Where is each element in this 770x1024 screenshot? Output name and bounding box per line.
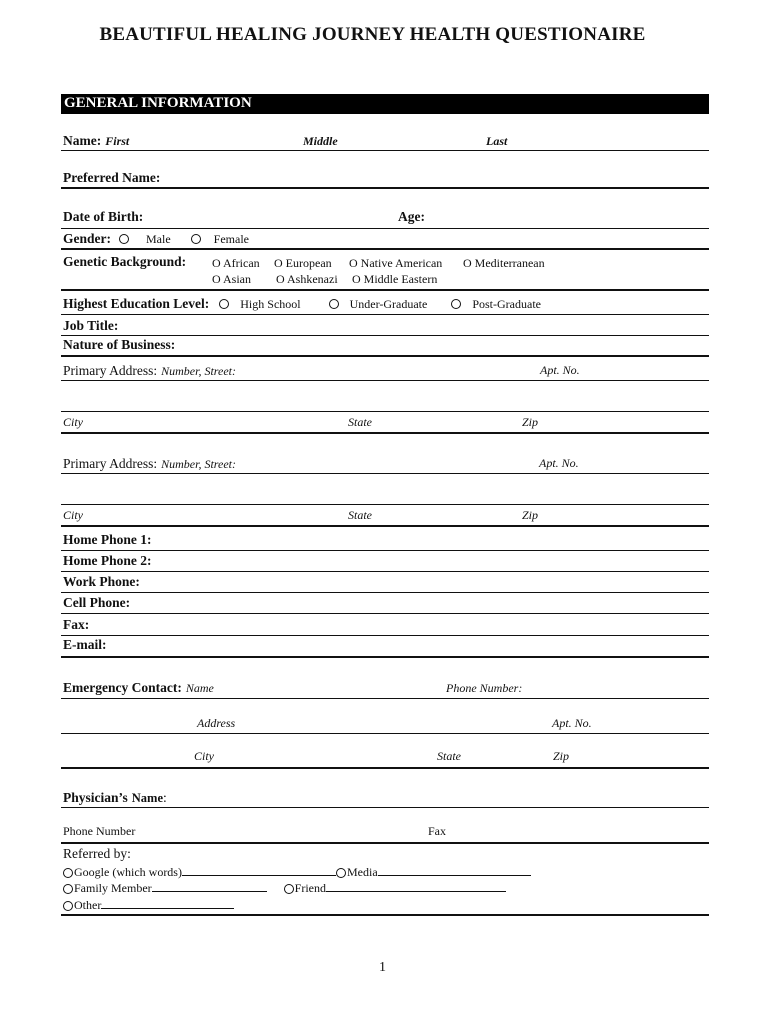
physician-label: Physician’s	[63, 790, 128, 805]
referred-media-label: Media	[346, 865, 378, 879]
referred-family-field[interactable]	[152, 880, 267, 892]
education-postgrad-label: Post-Graduate	[472, 297, 541, 311]
referred-family-row	[63, 880, 506, 896]
referred-label: Referred by:	[63, 846, 131, 861]
referred-friend-label: Friend	[294, 881, 326, 895]
last-name-label: Last	[486, 134, 508, 148]
physician-row	[63, 789, 167, 807]
referred-media-radio[interactable]	[336, 868, 346, 878]
referred-friend-field[interactable]	[326, 880, 506, 892]
education-high-school-label: High School	[240, 297, 301, 311]
page-number: 1	[379, 960, 386, 975]
emergency-address-label: Address	[197, 716, 236, 730]
referred-google-row	[63, 864, 531, 880]
genetic-divider	[61, 289, 709, 291]
address2-row	[63, 455, 236, 473]
address1-apt-label: Apt. No.	[540, 363, 580, 377]
address2-city-label: City	[63, 508, 83, 522]
genetic-label: Genetic Background:	[63, 254, 187, 269]
address1-extra-line[interactable]	[61, 411, 709, 412]
work-phone-field-line[interactable]	[61, 592, 709, 593]
address1-label: Primary Address:	[63, 363, 158, 378]
address1-row	[63, 362, 236, 380]
referred-other-label: Other	[74, 898, 102, 912]
genetic-ashkenazi-option[interactable]: O Ashkenazi	[276, 272, 338, 286]
education-high-school-radio[interactable]	[219, 299, 229, 309]
emergency-state-label: State	[437, 749, 461, 763]
physician-phone-field-line[interactable]	[61, 842, 709, 844]
page-title: BEAUTIFUL HEALING JOURNEY HEALTH QUESTIONAIRE	[99, 24, 646, 45]
education-label: Highest Education Level:	[63, 296, 210, 311]
age-label: Age:	[398, 209, 425, 224]
physician-name-label: Name	[131, 791, 164, 805]
genetic-native-american-option[interactable]: O Native American	[349, 256, 443, 270]
genetic-mediterranean-option[interactable]: O Mediterranean	[463, 256, 545, 270]
emergency-phone-label: Phone Number:	[446, 681, 523, 695]
name-row	[63, 132, 129, 150]
education-postgrad-radio[interactable]	[451, 299, 461, 309]
first-name-label: First	[105, 134, 130, 148]
email-label: E-mail:	[63, 637, 107, 652]
referred-bottom-divider	[61, 914, 709, 916]
address1-city-field-line[interactable]	[61, 432, 709, 434]
address2-state-label: State	[348, 508, 372, 522]
gender-divider	[61, 248, 709, 250]
home-phone-1-label: Home Phone 1:	[63, 532, 152, 547]
address1-state-label: State	[348, 415, 372, 429]
referred-google-field[interactable]	[182, 864, 336, 876]
genetic-european-option[interactable]: O European	[274, 256, 332, 270]
job-title-label: Job Title:	[63, 318, 119, 333]
gender-row	[63, 230, 249, 248]
education-divider	[61, 314, 709, 315]
address1-street-field-line[interactable]	[61, 380, 709, 381]
physician-name-field-line[interactable]	[61, 807, 709, 808]
nature-business-field-line[interactable]	[61, 355, 709, 357]
address2-extra-line[interactable]	[61, 504, 709, 505]
email-field-line[interactable]	[61, 656, 709, 658]
physician-colon: :	[163, 790, 167, 805]
gender-male-radio[interactable]	[119, 234, 129, 244]
referred-google-radio[interactable]	[63, 868, 73, 878]
dob-label: Date of Birth:	[63, 209, 144, 224]
address2-street-field-line[interactable]	[61, 473, 709, 474]
emergency-name-label: Name	[185, 681, 214, 695]
referred-media-field[interactable]	[378, 864, 531, 876]
referred-family-label: Family Member	[74, 881, 152, 895]
referred-other-row	[63, 897, 234, 913]
address2-apt-label: Apt. No.	[539, 456, 579, 470]
fax-field-line[interactable]	[61, 635, 709, 636]
referred-google-label: Google (which words)	[74, 865, 182, 879]
genetic-african-option[interactable]: O African	[212, 256, 260, 270]
preferred-name-field-line[interactable]	[61, 187, 709, 189]
address2-city-field-line[interactable]	[61, 525, 709, 527]
address1-city-label: City	[63, 415, 83, 429]
address1-zip-label: Zip	[522, 415, 539, 429]
name-field-line[interactable]	[61, 150, 709, 151]
physician-phone-label: Phone Number	[63, 824, 136, 838]
physician-fax-label: Fax	[428, 824, 446, 838]
cell-phone-label: Cell Phone:	[63, 595, 131, 610]
emergency-apt-label: Apt. No.	[552, 716, 592, 730]
genetic-asian-option[interactable]: O Asian	[212, 272, 251, 286]
referred-family-radio[interactable]	[63, 884, 73, 894]
address2-zip-label: Zip	[522, 508, 539, 522]
dob-field-line[interactable]	[61, 228, 709, 229]
home-phone-1-field-line[interactable]	[61, 550, 709, 551]
emergency-zip-label: Zip	[553, 749, 570, 763]
cell-phone-field-line[interactable]	[61, 613, 709, 614]
address2-street-label: Number, Street:	[161, 457, 237, 471]
gender-female-radio[interactable]	[191, 234, 201, 244]
preferred-name-label: Preferred Name:	[63, 170, 161, 185]
gender-female-label: Female	[213, 232, 249, 246]
emergency-city-label: City	[194, 749, 214, 763]
home-phone-2-field-line[interactable]	[61, 571, 709, 572]
address1-street-label: Number, Street:	[161, 364, 237, 378]
emergency-address-field-line[interactable]	[61, 733, 709, 734]
emergency-label: Emergency Contact:	[63, 680, 182, 695]
referred-friend-radio[interactable]	[284, 884, 294, 894]
emergency-name-field-line[interactable]	[61, 698, 709, 699]
gender-label: Gender:	[63, 231, 111, 246]
education-undergrad-radio[interactable]	[329, 299, 339, 309]
gender-male-label: Male	[146, 232, 171, 246]
emergency-city-field-line[interactable]	[61, 767, 709, 769]
section-header-label: GENERAL INFORMATION	[64, 95, 252, 111]
middle-name-label: Middle	[303, 134, 338, 148]
job-title-field-line[interactable]	[61, 335, 709, 336]
home-phone-2-label: Home Phone 2:	[63, 553, 152, 568]
name-label: Name:	[63, 133, 102, 148]
work-phone-label: Work Phone:	[63, 574, 140, 589]
address2-label: Primary Address:	[63, 456, 158, 471]
nature-business-label: Nature of Business:	[63, 337, 176, 352]
referred-other-radio[interactable]	[63, 901, 73, 911]
referred-other-field[interactable]	[101, 897, 234, 909]
emergency-row	[63, 679, 214, 697]
education-row	[63, 295, 541, 313]
education-undergrad-label: Under-Graduate	[349, 297, 428, 311]
genetic-middle-eastern-option[interactable]: O Middle Eastern	[352, 272, 438, 286]
fax-label: Fax:	[63, 617, 90, 632]
section-header-general	[61, 94, 709, 114]
